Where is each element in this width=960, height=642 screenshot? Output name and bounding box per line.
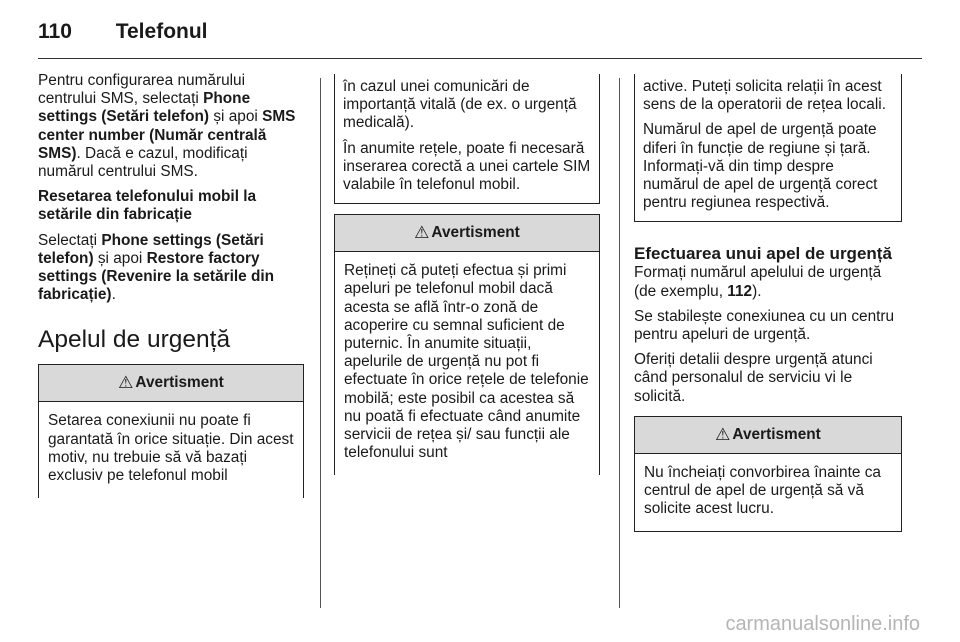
reset-heading: Resetarea telefonului mobil la setările din fabricație [38, 188, 257, 224]
warning-triangle-icon: ⚠ [715, 424, 731, 444]
warning-text: Rețineți că puteți efectua și primi apeluri pe telefonul mobil dacă acesta se află într-o zonă de acoperire cu semnal suficient de puternic. În anumite situații, apelurile de urgență nu pot fi efectuate în orice rețele de telefonie mobilă; este posibil ca acestea să nu poată fi efectuate când anumite servicii de rețea și/ sau funcții ale telefonului sunt [344, 262, 589, 462]
column-divider [619, 78, 620, 608]
warning-box [38, 364, 304, 498]
warning-cont-text-1: în cazul unei comunicări de importanță vitală (de ex. o urgență medicală). [343, 78, 577, 132]
page-header [38, 20, 208, 44]
watermark: carmanualsonline.info [725, 613, 920, 635]
warning-box [334, 214, 600, 475]
emergency-call-heading: Efectuarea unui apel de urgență [634, 244, 892, 264]
warning-continued-box [634, 74, 902, 222]
warning-text: Setarea conexiunii nu poate fi garantată în orice situație. Din acest motiv, nu trebuie să vă bazați exclusiv pe telefonul mobil [48, 412, 294, 485]
warning-triangle-icon: ⚠ [118, 373, 134, 393]
warning-header [335, 215, 599, 252]
sms-center-paragraph: Pentru configurarea numărului centrului SMS, selectați Phone settings (Setări telefon) și apoi SMS center number (Număr centrală SMS). Dacă e cazul, modificați numărul centrului SMS. [38, 72, 296, 181]
column-divider [320, 78, 321, 608]
warning-box [634, 416, 902, 533]
header-rule [38, 58, 922, 59]
warning-cont-text-2: În anumite rețele, poate fi necesară inserarea corectă a unei cartele SIM valabile în telefonul mobil. [343, 139, 591, 194]
warning-header [635, 417, 901, 454]
connection-paragraph: Se stabilește conexiunea cu un centru pentru apeluri de urgență. [634, 307, 895, 344]
warning-title: Avertisment [431, 224, 520, 242]
warning-header [39, 365, 303, 402]
page-number: 110 [38, 20, 72, 43]
warning-continued-box [334, 74, 600, 204]
warning-text: Nu încheiați convorbirea înainte ca centrul de apel de urgență să vă solicite acest lucru. [644, 463, 881, 518]
column-1 [38, 72, 304, 498]
details-paragraph: Oferiți detalii despre urgență atunci când personalul de serviciu vi le solicită. [634, 351, 873, 405]
warning-title: Avertisment [732, 425, 821, 443]
warning-cont-text-2: Numărul de apel de urgență poate diferi în funcție de regiune și țară. Informați-vă din timp despre numărul de apel de urgență corect pentru regiunea respectivă. [643, 121, 878, 212]
warning-body [635, 454, 901, 532]
warning-title: Avertisment [135, 374, 224, 392]
column-2 [334, 78, 600, 475]
dial-paragraph: Formați numărul apelului de urgență (de exemplu, 112). [634, 264, 882, 300]
column-3 [634, 78, 902, 532]
section-heading: Apelul de urgență [38, 326, 231, 354]
chapter-title: Telefonul [115, 20, 208, 43]
warning-body [335, 252, 599, 475]
reset-paragraph: Selectați Phone settings (Setări telefon) și apoi Restore factory settings (Revenire la setările din fabricație). [38, 231, 275, 304]
warning-cont-text-1: active. Puteți solicita relații în acest sens de la operatorii de rețea locali. [643, 78, 886, 114]
warning-body [39, 402, 303, 498]
warning-triangle-icon: ⚠ [414, 223, 430, 243]
